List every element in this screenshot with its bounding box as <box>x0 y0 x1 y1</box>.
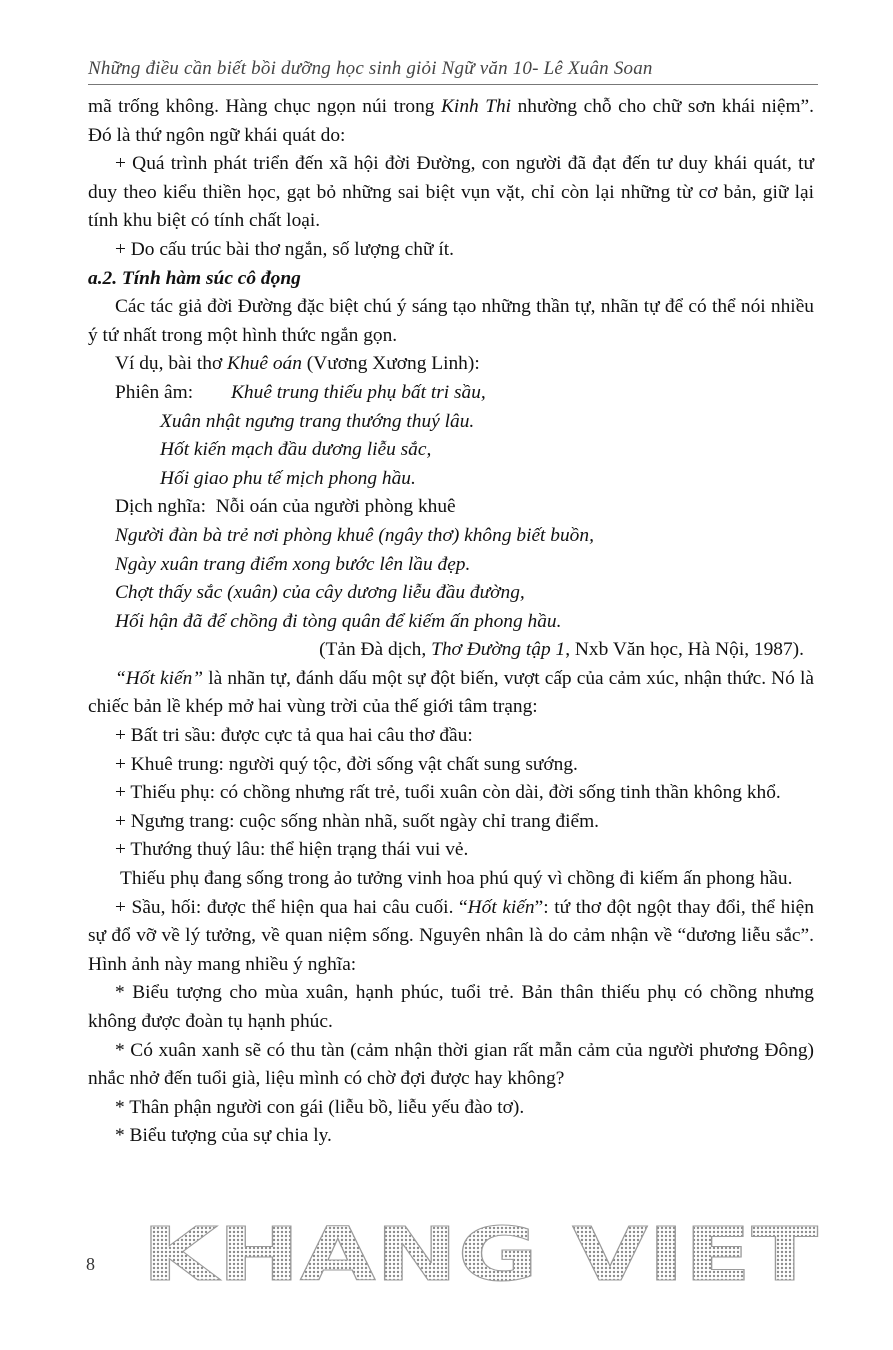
paragraph: + Ngưng trang: cuộc sống nhàn nhã, suốt ngày chỉ trang điểm. <box>115 810 600 832</box>
poem-line-4: Hối giao phu tế mịch phong hầu. <box>160 467 416 489</box>
text-run: (Vương Xương Linh): <box>301 353 480 375</box>
paragraph: * Có xuân xanh sẽ có thu tàn (cảm nhận thời gian rất mẫn cảm của người phương Đông) nhắc nhở đến tuổi già, liệu mình có chờ đợi được hay không? <box>88 1039 814 1090</box>
logo-wordmark: KHANG VIET <box>142 1218 819 1288</box>
paragraph: Các tác giả đời Đường đặc biệt chú ý sáng tạo những thần tự, nhãn tự để có thể nói nhiều ý tứ nhất trong một hình thức ngắn gọn. <box>88 296 814 346</box>
publisher-logo <box>140 1218 820 1288</box>
page-number: 8 <box>86 1254 95 1274</box>
text-run: mã trống không. Hàng chục ngọn núi trong <box>88 96 441 117</box>
header-divider <box>88 84 818 85</box>
paragraph: * Biểu tượng cho mùa xuân, hạnh phúc, tuổi trẻ. Bản thân thiếu phụ có chồng nhưng không được đoàn tụ hạnh phúc. <box>88 982 814 1032</box>
book-title: Thơ Đường tập 1 <box>431 639 566 661</box>
quoted-term: “Hốt kiến” <box>115 667 204 689</box>
text-run: là nhãn tự, đánh dấu một sự đột biến, vượt cấp của cảm xúc, nhận thức. Nó là chiếc bản lề khép mở hai vùng trời của thế giới tâm trạng: <box>88 667 814 718</box>
paragraph: * Thân phận người con gái (liễu bồ, liễu yếu đào tơ). <box>115 1096 525 1118</box>
poem-line-3: Hốt kiến mạch đầu dương liễu sắc, <box>160 439 432 461</box>
paragraph: + Thiếu phụ: có chồng nhưng rất trẻ, tuổi xuân còn dài, đời sống tinh thần không khổ. <box>115 782 781 804</box>
page-body <box>88 93 814 1151</box>
text-run: Ví dụ, bài thơ <box>115 353 228 375</box>
quoted-term: Hốt kiến <box>467 896 535 918</box>
translation-line-1: Người đàn bà trẻ nơi phòng khuê (ngây thơ) không biết buồn, <box>115 524 594 546</box>
book-title: Kinh Thi <box>441 96 512 117</box>
dich-nghia-label: Dịch nghĩa: <box>115 496 207 518</box>
translation-line-2: Ngày xuân trang điểm xong bước lên lầu đẹp. <box>115 553 471 575</box>
paragraph <box>88 894 814 980</box>
poem-line-2: Xuân nhật ngưng trang thướng thuý lâu. <box>160 410 475 432</box>
paragraph <box>88 665 814 722</box>
poem-title: Khuê oán <box>227 353 302 375</box>
text-run: (Tản Đà dịch, <box>319 639 432 661</box>
poem-line-1 <box>115 379 814 408</box>
citation <box>88 636 814 665</box>
translation-line-4: Hối hận đã để chồng đi tòng quân để kiếm ấn phong hầu. <box>115 610 562 632</box>
paragraph: + Bất tri sầu: được cực tả qua hai câu thơ đầu: <box>115 725 473 747</box>
text-run: ”: tứ thơ đột ngột thay đổi, thể hiện sự đổ vỡ về lý tưởng, về quan niệm sống. Nguyên nhân là do cảm nhận về “dương liễu sắc”. Hình ảnh này mang nhiều ý nghĩa: <box>88 896 814 975</box>
paragraph: + Khuê trung: người quý tộc, đời sống vật chất sung sướng. <box>115 753 578 775</box>
paragraph: * Biểu tượng của sự chia ly. <box>115 1125 332 1147</box>
text-run: + Sầu, hối: được thể hiện qua hai câu cuối. “ <box>115 896 468 918</box>
paragraph: + Thướng thuý lâu: thể hiện trạng thái vui vẻ. <box>115 839 469 861</box>
phien-am-label: Phiên âm: <box>115 381 194 403</box>
paragraph: Thiếu phụ đang sống trong ảo tưởng vinh hoa phú quý vì chồng đi kiếm ấn phong hầu. <box>120 868 793 890</box>
translation-title: Nỗi oán của người phòng khuê <box>215 496 456 518</box>
translation-line-3: Chợt thấy sắc (xuân) của cây dương liễu đầu đường, <box>115 582 525 604</box>
text-run: , Nxb Văn học, Hà Nội, 1987). <box>565 639 804 661</box>
translation-heading <box>115 493 814 522</box>
paragraph: + Quá trình phát triển đến xã hội đời Đường, con người đã đạt đến tư duy khái quát, tư duy theo kiểu thiền học, gạt bỏ những sai biệt vụn vặt, chỉ còn lại những từ cơ bản, giữ lại tính khu biệt có tính chất loại. <box>88 153 814 232</box>
paragraph <box>88 350 814 379</box>
paragraph <box>88 93 814 150</box>
paragraph: + Do cấu trúc bài thơ ngắn, số lượng chữ ít. <box>115 238 454 260</box>
section-heading: a.2. Tính hàm súc cô đọng <box>88 267 301 289</box>
text-run: nhường chỗ cho chữ sơn khái niệm”. Đó là thứ ngôn ngữ khái quát do: <box>88 96 814 146</box>
running-header: Những điều cần biết bồi dưỡng học sinh giỏi Ngữ văn 10- Lê Xuân Soan <box>88 58 653 79</box>
verse-text: Khuê trung thiếu phụ bất tri sầu, <box>231 381 486 403</box>
